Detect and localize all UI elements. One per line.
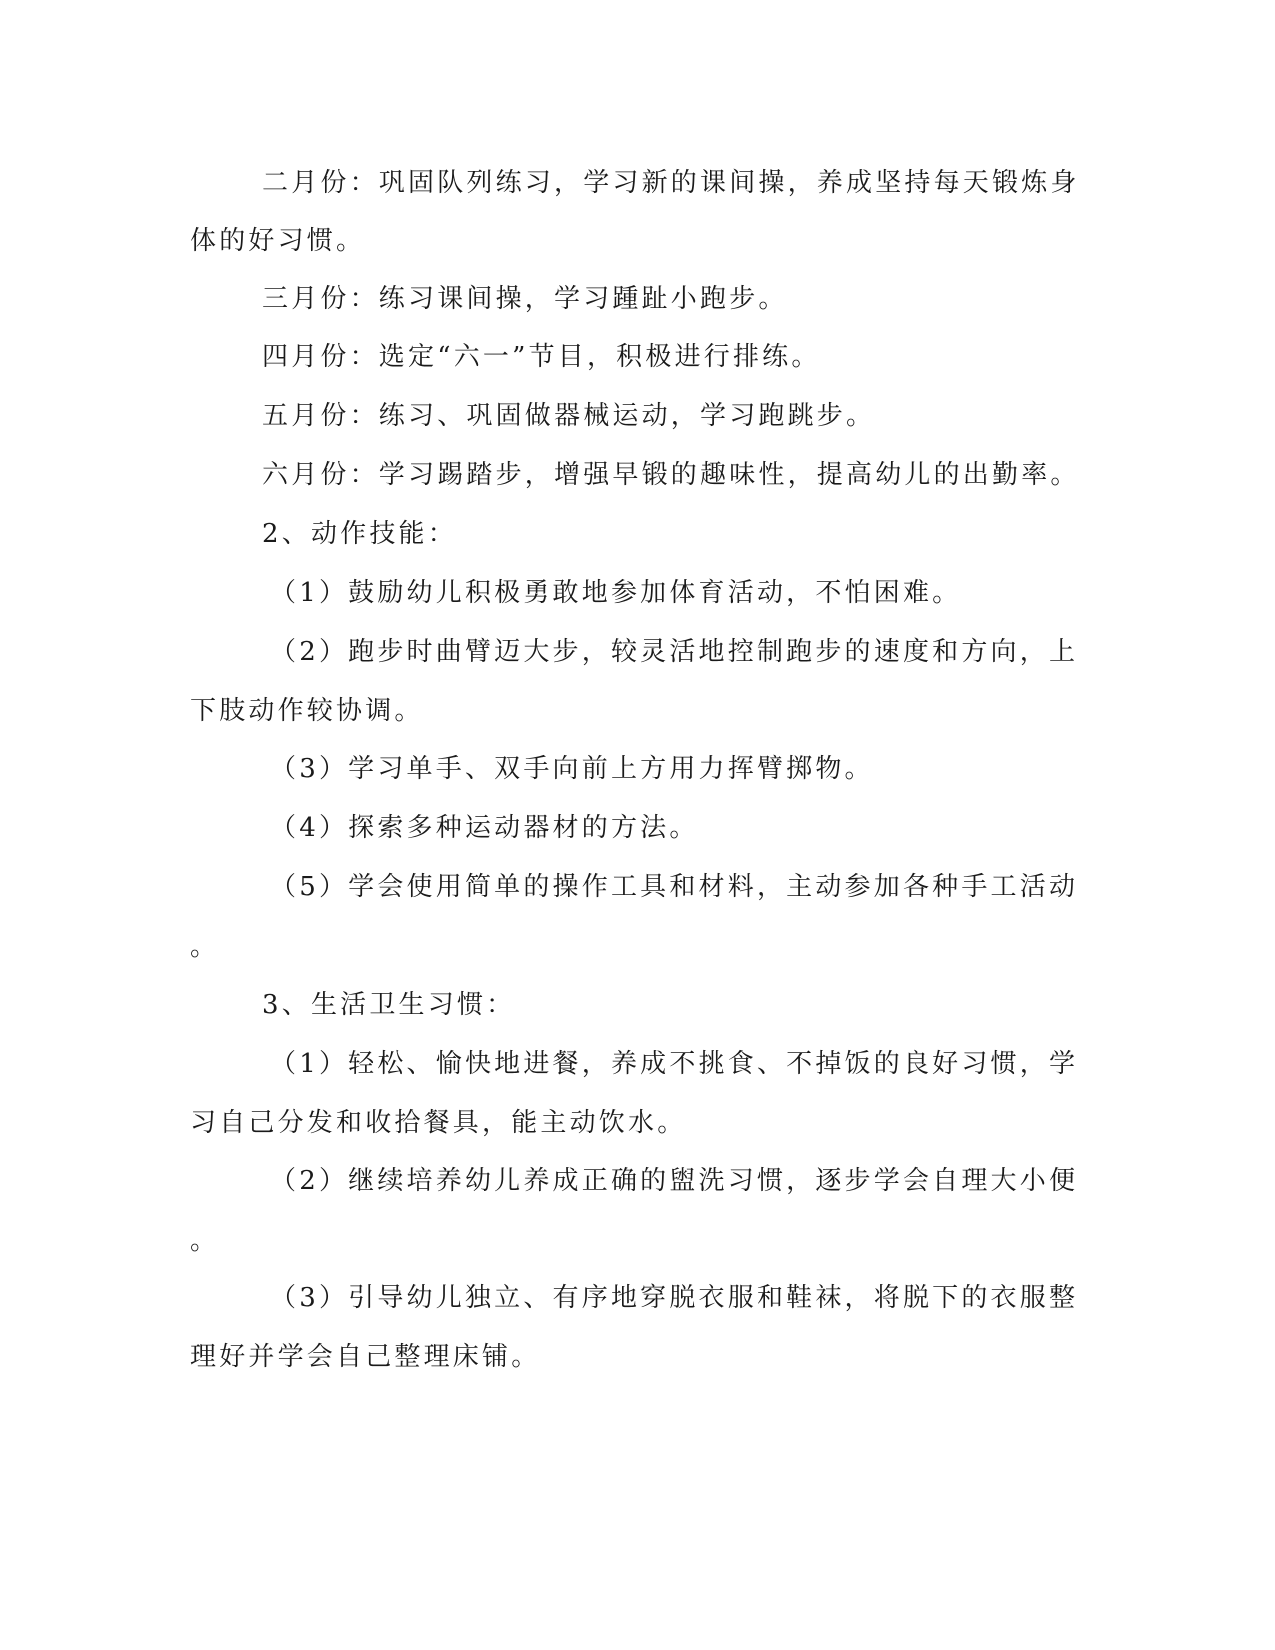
list-item-hygiene-2: （2）继续培养幼儿养成正确的盥洗习惯，逐步学会自理大小便 [270,1166,1079,1196]
list-item-hygiene-3: （3）引导幼儿独立、有序地穿脱衣服和鞋袜，将脱下的衣服整 [270,1283,1079,1313]
list-item-motor-5: （5）学会使用简单的操作工具和材料，主动参加各种手工活动 [270,872,1079,902]
text-line-february: 二月份：巩固队列练习，学习新的课间操，养成坚持每天锻炼身 [262,168,1080,198]
text-line-march: 三月份：练习课间操，学习踵趾小跑步。 [262,284,788,314]
list-item-hygiene-1: （1）轻松、愉快地进餐，养成不挑食、不掉饭的良好习惯，学 [270,1049,1079,1079]
list-item-hygiene-2-cont: 。 [190,1226,220,1256]
text-line-june: 六月份：学习踢踏步，增强早锻的趣味性，提高幼儿的出勤率。 [262,460,1080,490]
list-item-motor-4: （4）探索多种运动器材的方法。 [270,813,699,843]
text-line-may: 五月份：练习、巩固做器械运动，学习跑跳步。 [262,401,876,431]
list-item-motor-1: （1）鼓励幼儿积极勇敢地参加体育活动，不怕困难。 [270,578,962,608]
text-line-april: 四月份：选定“六一”节目，积极进行排练。 [262,342,821,372]
list-item-hygiene-1-cont: 习自己分发和收拾餐具，能主动饮水。 [190,1108,687,1138]
text-line-february-cont: 体的好习惯。 [190,226,366,256]
list-item-motor-2-cont: 下肢动作较协调。 [190,696,424,726]
section-heading-motor-skills: 2、动作技能： [262,519,457,549]
list-item-hygiene-3-cont: 理好并学会自己整理床铺。 [190,1342,541,1372]
section-heading-hygiene: 3、生活卫生习惯： [262,990,516,1020]
list-item-motor-3: （3）学习单手、双手向前上方用力挥臂掷物。 [270,754,874,784]
list-item-motor-2: （2）跑步时曲臂迈大步，较灵活地控制跑步的速度和方向，上 [270,637,1079,667]
list-item-motor-5-cont: 。 [190,932,220,962]
